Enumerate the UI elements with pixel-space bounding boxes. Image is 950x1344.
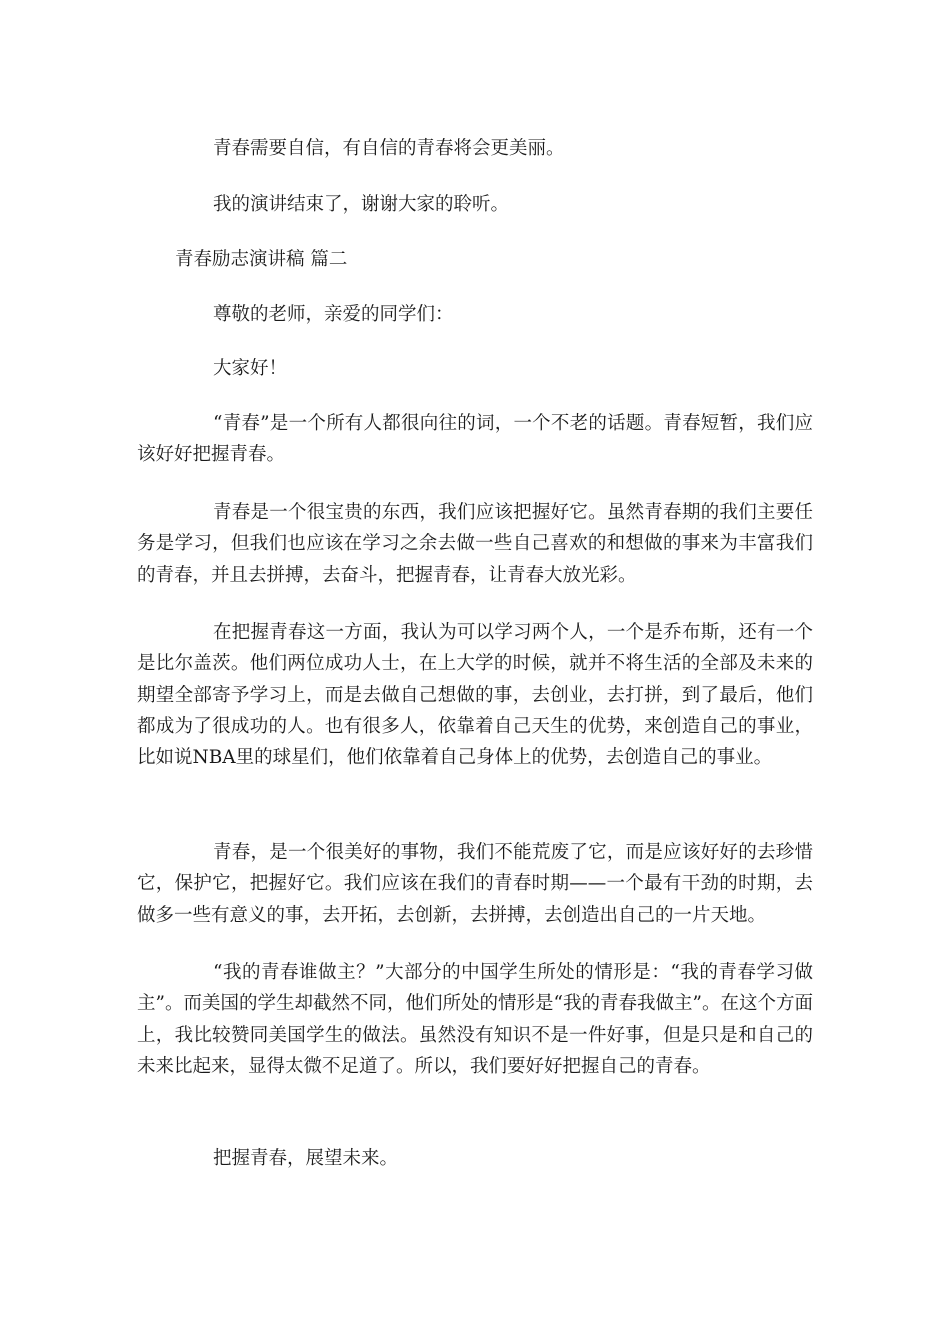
paragraph-who-decides: “我的青春谁做主？”大部分的中国学生所处的情形是：“我的青春学习做主”。而美国的学生却截然不同，他们所处的情形是“我的青春我做主”。在这个方面上，我比较赞同美国学生的做法。虽然没有知识不是一件好事，但是只是和自己的未来比起来，显得太微不足道了。所以，我们要好好把握自己的青春。 (137, 962, 813, 1077)
section-title: 青春励志演讲稿 篇二 (175, 249, 348, 270)
paragraph-look-forward: 把握青春，展望未来。 (213, 1148, 399, 1169)
paragraph-closing: 我的演讲结束了，谢谢大家的聆听。 (213, 194, 510, 215)
paragraph-role-models: 在把握青春这一方面，我认为可以学习两个人，一个是乔布斯，还有一个是比尔盖茨。他们两位成功人士，在上大学的时候，就并不将生活的全部及未来的期望全部寄予学习上，而是去做自己想做的事，去创业，去打拼，到了最后，他们都成为了很成功的人。也有很多人，依靠着自己天生的优势，来创造自己的事业，比如说NBA里的球星们，他们依靠着自己身体上的优势，去创造自己的事业。 (137, 622, 813, 769)
paragraph-youth-precious: 青春是一个很宝贵的东西，我们应该把握好它。虽然青春期的我们主要任务是学习，但我们也应该在学习之余去做一些自己喜欢的和想做的事来为丰富我们的青春，并且去拼搏，去奋斗，把握青春，让青春大放光彩。 (137, 502, 813, 586)
paragraph-youth-beautiful: 青春，是一个很美好的事物，我们不能荒废了它，而是应该好好的去珍惜它，保护它，把握好它。我们应该在我们的青春时期——一个最有干劲的时期，去做多一些有意义的事，去开拓，去创新，去拼搏，去创造出自己的一片天地。 (137, 842, 813, 926)
paragraph-confidence: 青春需要自信，有自信的青春将会更美丽。 (213, 138, 565, 159)
paragraph-salutation: 尊敬的老师，亲爱的同学们： (213, 304, 454, 325)
paragraph-greeting: 大家好！ (213, 358, 288, 379)
paragraph-youth-topic: “青春”是一个所有人都很向往的词，一个不老的话题。青春短暂，我们应该好好把握青春。 (137, 413, 813, 466)
